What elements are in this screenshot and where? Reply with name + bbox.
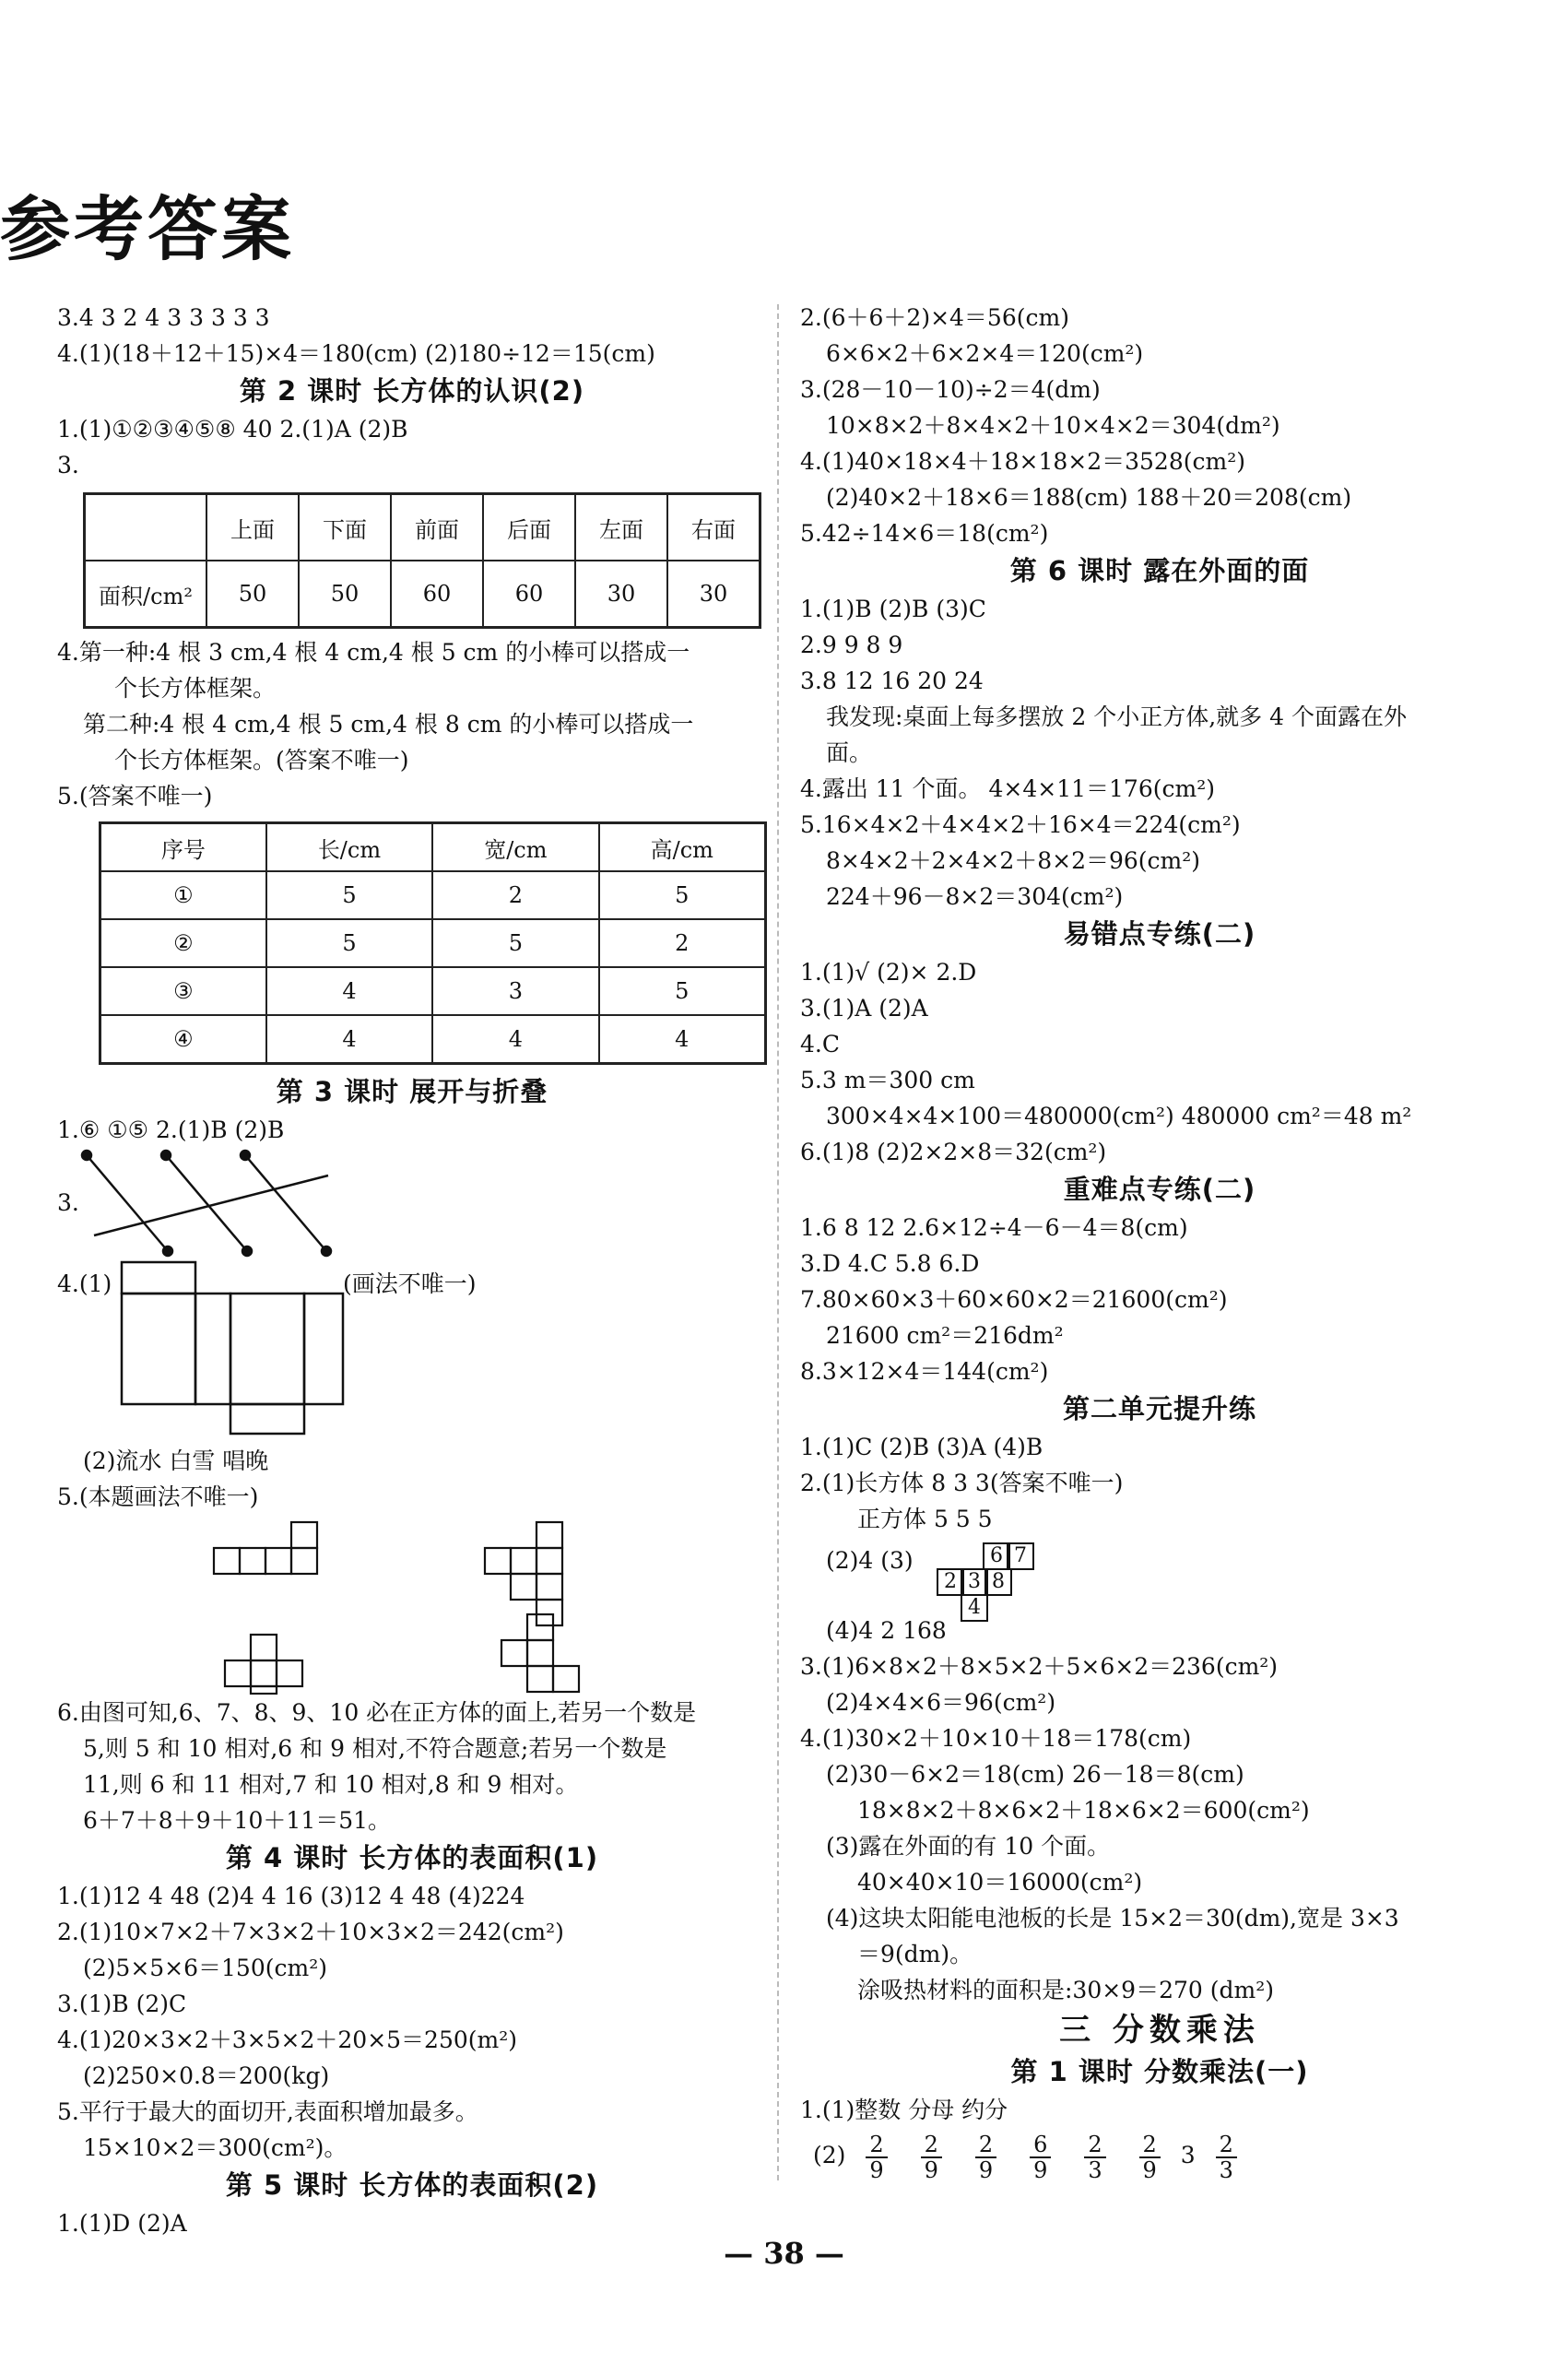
- table-row: [100, 871, 766, 919]
- answer-line: 4.(1)40×18×4＋18×18×2＝3528(cm²): [800, 448, 1245, 475]
- section-heading: 第 5 课时 长方体的表面积(2): [225, 2169, 599, 2201]
- answer-note: (画法不唯一): [343, 1270, 477, 1297]
- table-cell: ①: [100, 871, 266, 919]
- table-cell: 2: [599, 919, 766, 967]
- answer-line: 5.(答案不唯一): [57, 783, 213, 809]
- answer-line: 4.C: [800, 1031, 840, 1057]
- answer-line: 2.(1)10×7×2＋7×3×2＋10×3×2＝242(cm²): [57, 1919, 564, 1945]
- table-cell: 60: [391, 561, 483, 628]
- face-area-table: [83, 492, 761, 629]
- table-header: 后面: [483, 494, 575, 561]
- answer-line: 5.平行于最大的面切开,表面积增加最多。: [57, 2098, 478, 2125]
- table-cell: 4: [432, 1015, 598, 1064]
- table-header: 前面: [391, 494, 483, 561]
- answer-line: 3.: [57, 452, 79, 479]
- left-column: [57, 300, 767, 2241]
- table-header: 左面: [575, 494, 667, 561]
- answer-line: 1.(1)C (2)B (3)A (4)B: [800, 1434, 1043, 1460]
- net-cell: 6: [983, 1542, 1010, 1570]
- table-cell: 60: [483, 561, 575, 628]
- answer-line: 5.42÷14×6＝18(cm²): [800, 520, 1049, 547]
- answer-line: 21600 cm²＝216dm²: [826, 1322, 1064, 1349]
- table-cell: 30: [667, 561, 760, 628]
- numbered-net-figure: [800, 1537, 1519, 1619]
- answer-line: 正方体 5 5 5: [857, 1506, 993, 1532]
- table-row: [100, 967, 766, 1015]
- answer-line: 224＋96－8×2＝304(cm²): [826, 883, 1124, 910]
- section-heading: 第 4 课时 长方体的表面积(1): [225, 1842, 599, 1873]
- table-cell: 2: [432, 871, 598, 919]
- answer-line: 3.4 3 2 4 3 3 3 3 3: [57, 304, 270, 331]
- answer-line: 1.(1)12 4 48 (2)4 4 16 (3)12 4 48 (4)224: [57, 1883, 525, 1909]
- answer-line: 我发现:桌面上每多摆放 2 个小正方体,就多 4 个面露在外: [826, 703, 1407, 730]
- table-header: 序号: [100, 823, 266, 872]
- answer-line: (3)露在外面的有 10 个面。: [826, 1833, 1111, 1860]
- table-header: 右面: [667, 494, 760, 561]
- answer-line: 1.(1)①②③④⑤⑧ 40 2.(1)A (2)B: [57, 416, 408, 443]
- answer-line: (2)4×4×6＝96(cm²): [826, 1689, 1056, 1716]
- answer-line: (2)30－6×2＝18(cm) 26－18＝8(cm): [826, 1761, 1244, 1788]
- answer-line: 1.(1)√ (2)× 2.D: [800, 959, 977, 986]
- table-cell: 50: [206, 561, 299, 628]
- integer-value: 3: [1180, 2142, 1196, 2168]
- table-cell: 4: [266, 1015, 432, 1064]
- net-cell: 8: [984, 1568, 1012, 1596]
- answer-line: 6＋7＋8＋9＋10＋11＝51。: [83, 1807, 392, 1834]
- section-heading: 第 1 课时 分数乘法(一): [1010, 2056, 1309, 2087]
- dimension-table: [99, 821, 767, 1065]
- section-heading: 第 2 课时 长方体的认识(2): [239, 375, 585, 407]
- answer-line: 4.(1): [57, 1270, 112, 1297]
- table-row: [100, 919, 766, 967]
- answer-line: 300×4×4×100＝480000(cm²) 480000 cm²＝48 m²: [826, 1103, 1412, 1129]
- answer-line: 6.(1)8 (2)2×2×8＝32(cm²): [800, 1139, 1107, 1165]
- answer-line: 3.(28－10－10)÷2＝4(dm): [800, 376, 1101, 403]
- net-drawing: [116, 1258, 356, 1443]
- answer-line: (2)40×2＋18×6＝188(cm) 188＋20＝208(cm): [826, 484, 1352, 511]
- table-header: [85, 494, 207, 561]
- matching-figure: [57, 1148, 767, 1258]
- chapter-heading: 三 分数乘法: [1059, 2012, 1260, 2049]
- answer-line: 3.(1)6×8×2＋8×5×2＋5×6×2＝236(cm²): [800, 1653, 1279, 1680]
- section-heading: 第二单元提升练: [1062, 1393, 1256, 1424]
- column-divider: [777, 304, 779, 2180]
- answer-line: 5.3 m＝300 cm: [800, 1067, 975, 1093]
- right-column: [800, 300, 1519, 2183]
- answer-line: ＝9(dm)。: [857, 1941, 973, 1967]
- answer-line: (2)4 (3): [826, 1547, 914, 1574]
- fraction: $\frac{2}{9}$: [866, 2133, 887, 2182]
- net-cell: 3: [961, 1568, 988, 1596]
- answer-label: (2): [813, 2142, 846, 2168]
- answer-line: 4.(1)(18＋12＋15)×4＝180(cm) (2)180÷12＝15(cm): [57, 340, 655, 367]
- answer-line: (4)4 2 168: [826, 1617, 947, 1644]
- table-header: 高/cm: [599, 823, 766, 872]
- table-cell: 5: [599, 871, 766, 919]
- answer-line: 2.(1)长方体 8 3 3(答案不唯一): [800, 1470, 1124, 1496]
- fraction: $\frac{2}{9}$: [921, 2133, 942, 2182]
- page-title: 参考答案: [0, 188, 295, 270]
- table-header: 上面: [206, 494, 299, 561]
- net-drawings: [57, 1515, 702, 1695]
- table-cell: 3: [432, 967, 598, 1015]
- answer-line: 3.8 12 16 20 24: [800, 668, 984, 694]
- net-cell: 7: [1007, 1542, 1034, 1570]
- answer-line: 15×10×2＝300(cm²)。: [83, 2134, 348, 2161]
- table-cell: ③: [100, 967, 266, 1015]
- answer-line: 1.(1)整数 分母 约分: [800, 2097, 1008, 2123]
- answer-line: 10×8×2＋8×4×2＋10×4×2＝304(dm²): [826, 412, 1280, 439]
- answer-line: 6×6×2＋6×2×4＝120(cm²): [826, 340, 1144, 367]
- answer-line: 4.(1)30×2＋10×10＋18＝178(cm): [800, 1725, 1192, 1752]
- answer-line: 第二种:4 根 4 cm,4 根 5 cm,4 根 8 cm 的小棒可以搭成一: [83, 711, 694, 738]
- answer-line: 6.由图可知,6、7、8、9、10 必在正方体的面上,若另一个数是: [57, 1699, 697, 1726]
- fraction: $\frac{6}{9}$: [1030, 2133, 1051, 2182]
- table-cell: 4: [266, 967, 432, 1015]
- answer-line: (2)流水 白雪 唱晚: [83, 1447, 269, 1474]
- answer-line: (2)250×0.8＝200(kg): [83, 2062, 330, 2089]
- table-cell: 5: [266, 871, 432, 919]
- answer-line: 1.(1)D (2)A: [57, 2210, 187, 2237]
- table-cell: 5: [266, 919, 432, 967]
- answer-line: 4.第一种:4 根 3 cm,4 根 4 cm,4 根 5 cm 的小棒可以搭成一: [57, 639, 690, 666]
- table-row: [100, 1015, 766, 1064]
- answer-line: 5.(本题画法不唯一): [57, 1483, 259, 1510]
- table-cell: ④: [100, 1015, 266, 1064]
- answer-line: 个长方体框架。: [114, 675, 277, 702]
- answer-line: 1.6 8 12 2.6×12÷4－6－4＝8(cm): [800, 1214, 1188, 1241]
- answer-line: 2.(6＋6＋2)×4＝56(cm): [800, 304, 1069, 331]
- answer-line: 1.(1)B (2)B (3)C: [800, 596, 986, 622]
- net-cell: 2: [937, 1568, 964, 1596]
- page-number: — 38 —: [724, 2236, 844, 2271]
- answer-line: 4.(1)20×3×2＋3×5×2＋20×5＝250(m²): [57, 2026, 518, 2053]
- answer-line: 5,则 5 和 10 相对,6 和 9 相对,不符合题意;若另一个数是: [83, 1735, 667, 1762]
- table-cell: 50: [299, 561, 391, 628]
- answer-line: 11,则 6 和 11 相对,7 和 10 相对,8 和 9 相对。: [83, 1771, 579, 1798]
- fraction: $\frac{2}{9}$: [1139, 2133, 1161, 2182]
- answer-line: 个长方体框架。(答案不唯一): [114, 747, 409, 774]
- answer-line: 40×40×10＝16000(cm²): [857, 1869, 1143, 1896]
- answer-line: 面。: [826, 739, 873, 766]
- answer-line: (2)5×5×6＝150(cm²): [83, 1955, 327, 1981]
- section-heading: 易错点专练(二): [1063, 918, 1256, 950]
- answer-line: 3.(1)A (2)A: [800, 995, 928, 1022]
- table-header: 宽/cm: [432, 823, 598, 872]
- section-heading: 第 6 课时 露在外面的面: [1009, 555, 1310, 586]
- net-figures: [57, 1515, 767, 1695]
- answer-line: 7.80×60×3＋60×60×2＝21600(cm²): [800, 1286, 1228, 1313]
- answer-line: 18×8×2＋8×6×2＋18×6×2＝600(cm²): [857, 1797, 1310, 1824]
- matching-lines: [76, 1148, 444, 1258]
- fraction: $\frac{2}{3}$: [1084, 2133, 1105, 2182]
- fraction: $\frac{2}{3}$: [1216, 2133, 1237, 2182]
- section-heading: 第 3 课时 展开与折叠: [276, 1076, 548, 1107]
- table-cell: 30: [575, 561, 667, 628]
- answer-line: 3.: [57, 1189, 79, 1216]
- cube-net-figure: [57, 1258, 767, 1443]
- answer-line: 涂吸热材料的面积是:30×9＝270 (dm²): [857, 1977, 1274, 2003]
- answer-line: 8×4×2＋2×4×2＋8×2＝96(cm²): [826, 847, 1201, 874]
- table-header: 长/cm: [266, 823, 432, 872]
- answer-line: (4)这块太阳能电池板的长是 15×2＝30(dm),宽是 3×3: [826, 1905, 1399, 1932]
- table-row-label: 面积/cm²: [85, 561, 207, 628]
- table-cell: 5: [599, 967, 766, 1015]
- answer-line: 8.3×12×4＝144(cm²): [800, 1358, 1049, 1385]
- fraction: $\frac{2}{9}$: [975, 2133, 996, 2182]
- answer-line: 1.⑥ ①⑤ 2.(1)B (2)B: [57, 1117, 285, 1143]
- answer-line: 3.D 4.C 5.8 6.D: [800, 1250, 980, 1277]
- answer-line: 2.9 9 8 9: [800, 632, 903, 658]
- table-cell: 4: [599, 1015, 766, 1064]
- answer-line: 3.(1)B (2)C: [57, 1991, 187, 2017]
- table-cell: 5: [432, 919, 598, 967]
- fraction-line: [800, 2128, 1519, 2183]
- answer-line: 5.16×4×2＋4×4×2＋16×4＝224(cm²): [800, 811, 1241, 838]
- table-cell: ②: [100, 919, 266, 967]
- section-heading: 重难点专练(二): [1063, 1174, 1256, 1205]
- table-header: 下面: [299, 494, 391, 561]
- answer-line: 4.露出 11 个面。 4×4×11＝176(cm²): [800, 775, 1215, 802]
- net-cell: 4: [961, 1594, 988, 1622]
